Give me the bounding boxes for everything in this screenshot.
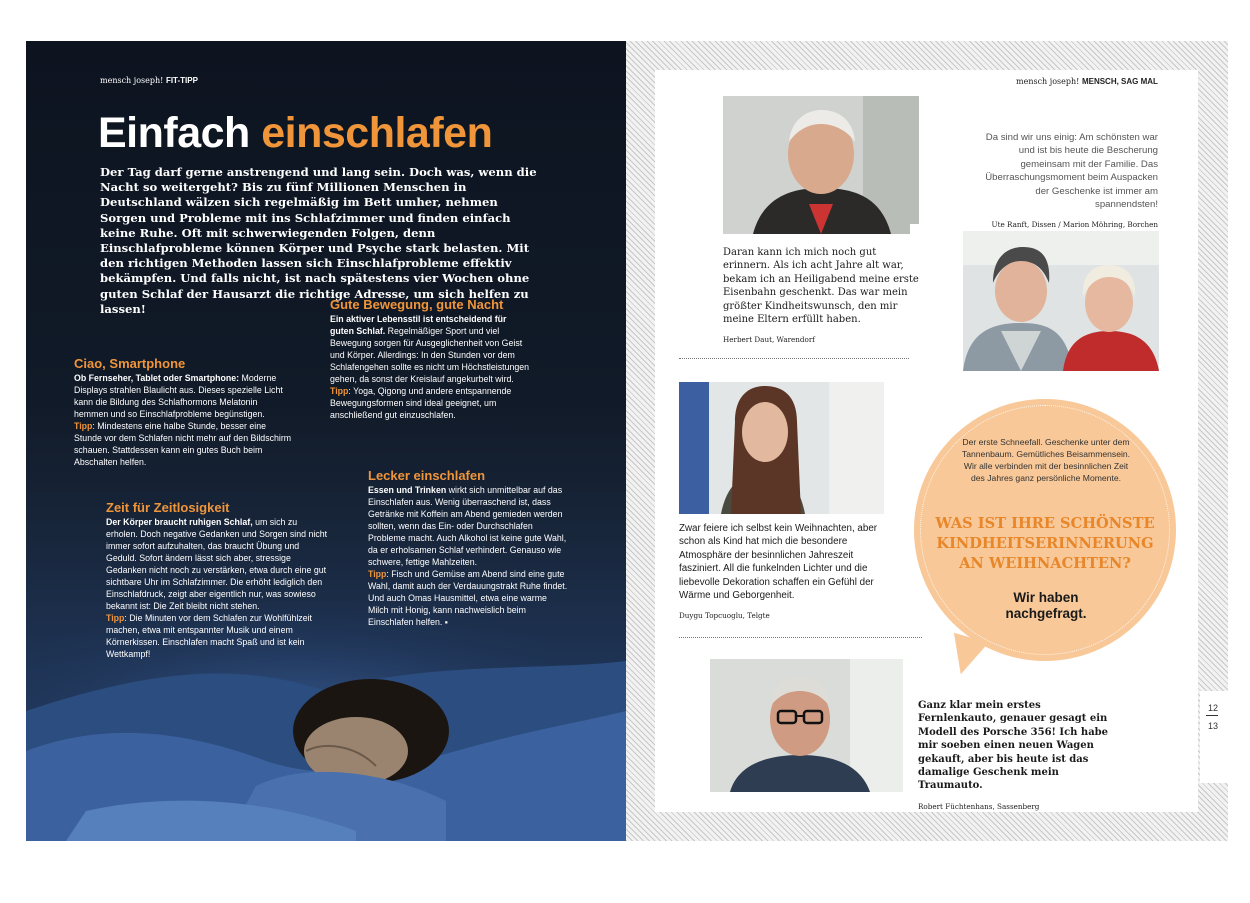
page-number-divider (1206, 715, 1218, 716)
tipp-label: Tipp (330, 386, 349, 396)
tip-heading: Lecker einschlafen (368, 468, 486, 483)
tip-body: wirkt sich unmittelbar auf das Einschlafen aus. Wenig überraschend ist, dass Getränke mit Koffein am Abend gemieden werden sollten, wenn das Ein- oder Durchschlafen Probleme macht. Auch Alkohol ist keine gute Wahl, da er erholsamen Schlaf verhindert. Genauso wie schwere, fettige Mahlzeiten. (368, 485, 567, 567)
tipp-text: : Die Minuten vor dem Schlafen zur Wohlfühlzeit machen, etwa mit entspannter Musik und einem Körnerkissen. Einschlafen macht Spaß und ist kein Wettkampf! (106, 613, 312, 659)
portrait-photo-ute-marion (963, 231, 1159, 371)
bubble-subline: Wir haben nachgefragt. (1005, 590, 1087, 621)
section-kicker (1016, 77, 1158, 86)
tip-lead: Der Körper braucht ruhigen Schlaf, (106, 517, 253, 527)
tip-body: Regelmäßiger Sport und viel Bewegung sorgen für Ausgeglichenheit von Geist und Körper. Allerdings: In den Stunden vor dem Schlafengehen sollte es nicht um Höchstleistungen gehen, da sonst der Kreislauf angekurbelt wird. (330, 326, 530, 384)
tip-heading: Zeit für Zeitlosigkeit (106, 500, 230, 515)
tip-heading: Gute Bewegung, gute Nacht (330, 297, 504, 312)
section-kicker (100, 76, 198, 85)
tipp-label: Tipp (74, 421, 93, 431)
tip-block-smartphone (74, 356, 294, 468)
tip-text (74, 372, 294, 468)
title-part-two: einschlafen (261, 109, 493, 157)
bubble-intro-text: Der erste Schneefall. Geschenke unter dem Tannenbaum. Gemütliches Beisammensein. Wir alle verbinden mit der besinnlichen Zeit des Jahres ganz persönliche Momente. (961, 437, 1131, 483)
quote-text: Da sind wir uns einig: Am schönsten war und ist bis heute die Bescherung gemeinsam mit der Familie. Das Überraschungsmoment beim Auspacken der Geschenke ist immer am spannendsten! (985, 132, 1158, 211)
tip-text (368, 484, 568, 628)
dotted-divider (679, 637, 922, 638)
tipp-text: : Yoga, Qigong und andere entspannende Bewegungsformen sind ideal geeignet, um anschließend gut einzuschlafen. (330, 386, 512, 420)
tip-block-lecker (368, 468, 568, 628)
quote-text: Daran kann ich mich noch gut erinnern. Als ich acht Jahre alt war, bekam ich an Heiligabend meine erste Eisenbahn geschenkt. Das war mein größter Kindheitswunsch, den mir meine Eltern erfüllt haben. (723, 247, 919, 326)
portrait-image (710, 659, 903, 792)
quote-duygu (679, 522, 879, 620)
tipp-text: : Mindestens eine halbe Stunde, besser eine Stunde vor dem Schlafen nicht mehr auf den Bildschirm schauen. Stattdessen kann ein gutes Buch beim Abschalten helfen. (74, 421, 292, 467)
quote-author: Robert Füchtenhans, Sassenberg (918, 801, 1040, 811)
bubble-question: WAS IST IHRE SCHÖNSTE KINDHEITSERINNERUNG AN WEIHNACHTEN? (935, 515, 1155, 572)
section-name: MENSCH, SAG MAL (1081, 77, 1158, 86)
portrait-photo-herbert (723, 96, 919, 234)
title-part-one: Einfach (98, 109, 250, 157)
tip-body: Moderne Displays strahlen Blaulicht aus. Dieses spezielle Licht kann die Bildung des Schlafhormons Melatonin hemmen und so Einschlafprobleme begünstigen. (74, 373, 283, 419)
tip-lead: Ob Fernseher, Tablet oder Smartphone: (74, 373, 240, 383)
section-name: FIT-TIPP (165, 76, 198, 85)
tip-lead: Ein aktiver Lebensstil ist entscheidend für guten Schlaf. (330, 314, 507, 336)
quote-author: Herbert Daut, Warendorf (723, 335, 815, 345)
tip-body: um sich zu erholen. Doch negative Gedanken und Sorgen sind nicht immer sofort aufzuhalten, das braucht Übung und Geduld. Sofort ändern lässt sich aber, stressige Gedanken nicht noch zu verstärken, etwa durch eine gut sichtbare Uhr im Schlafzimmer. Die erhöht lediglich den Einschlafdruck, zeigt aber eigentlich nur, was sowieso bekannt ist: Die Zeit bleibt nicht stehen. (106, 517, 328, 611)
portrait-image (679, 382, 884, 514)
left-page (26, 41, 626, 841)
page-title (98, 109, 492, 158)
dotted-divider (679, 358, 909, 359)
quote-herbert (723, 246, 923, 344)
tip-heading: Ciao, Smartphone (74, 356, 186, 371)
tip-block-bewegung (330, 297, 530, 421)
portrait-image (723, 96, 919, 234)
page-number-left: 12 (1207, 703, 1218, 713)
tipp-label: Tipp (106, 613, 125, 623)
brand-name: mensch joseph! (100, 76, 164, 85)
tip-lead: Essen und Trinken (368, 485, 447, 495)
portrait-photo-robert (710, 659, 903, 792)
quote-ute-marion (982, 131, 1158, 229)
page-number-right: 13 (1207, 721, 1218, 731)
tipp-text: : Fisch und Gemüse am Abend sind eine gute Wahl, damit auch der Verdauungstrakt Ruhe findet. Und auch Omas Hausmittel, etwa eine warme Milch mit Honig, kann nachweislich beim Einschlafen helfen. ▪ (368, 569, 568, 627)
quote-author: Duygu Topcuoglu, Telgte (679, 611, 770, 621)
quote-author: Ute Ranft, Dissen / Marion Möhring, Borchen (991, 220, 1158, 230)
tip-text (330, 313, 530, 421)
tipp-label: Tipp (368, 569, 387, 579)
quote-text: Zwar feiere ich selbst kein Weihnachten, aber schon als Kind hat mich die besondere Atmosphäre der besinnlichen Jahreszeit fasziniert. All die funkelnden Lichter und die liebevolle Dekoration schaffen ein Gefühl der Wärme und Geborgenheit. (679, 523, 878, 602)
brand-name: mensch joseph! (1016, 77, 1080, 86)
quote-robert (918, 699, 1118, 811)
portrait-image (963, 231, 1159, 371)
quote-text: Ganz klar mein erstes Fernlenkauto, genauer gesagt ein Modell des Porsche 356! Ich habe mir soeben einen neuen Wagen gekauft, aber bis heute ist das damalige Geschenk mein Traumauto. (918, 700, 1109, 792)
tip-text (106, 516, 328, 660)
intro-paragraph: Der Tag darf gerne anstrengend und lang sein. Doch was, wenn die Nacht so weitergeht? Bis zu fünf Millionen Menschen in Deutschland wälzen sich regelmäßig im Bett umher, nehmen Sorgen und Probleme mit ins Schlafzimmer und finden einfach keine Ruhe. Oft mit schwerwiegenden Folgen, denn Einschlafprobleme können Körper und Psyche stark belasten. Mit den richtigen Methoden lassen sich Einschlafprobleme effektiv bekämpfen. Und falls nicht, ist nach spätestens vier Wochen ohne guten Schlaf der Hausarzt die richtige Adresse, um sich helfen zu lassen! (100, 165, 537, 316)
tip-block-zeit (106, 500, 328, 660)
right-page (626, 41, 1228, 841)
portrait-photo-duygu (679, 382, 884, 514)
